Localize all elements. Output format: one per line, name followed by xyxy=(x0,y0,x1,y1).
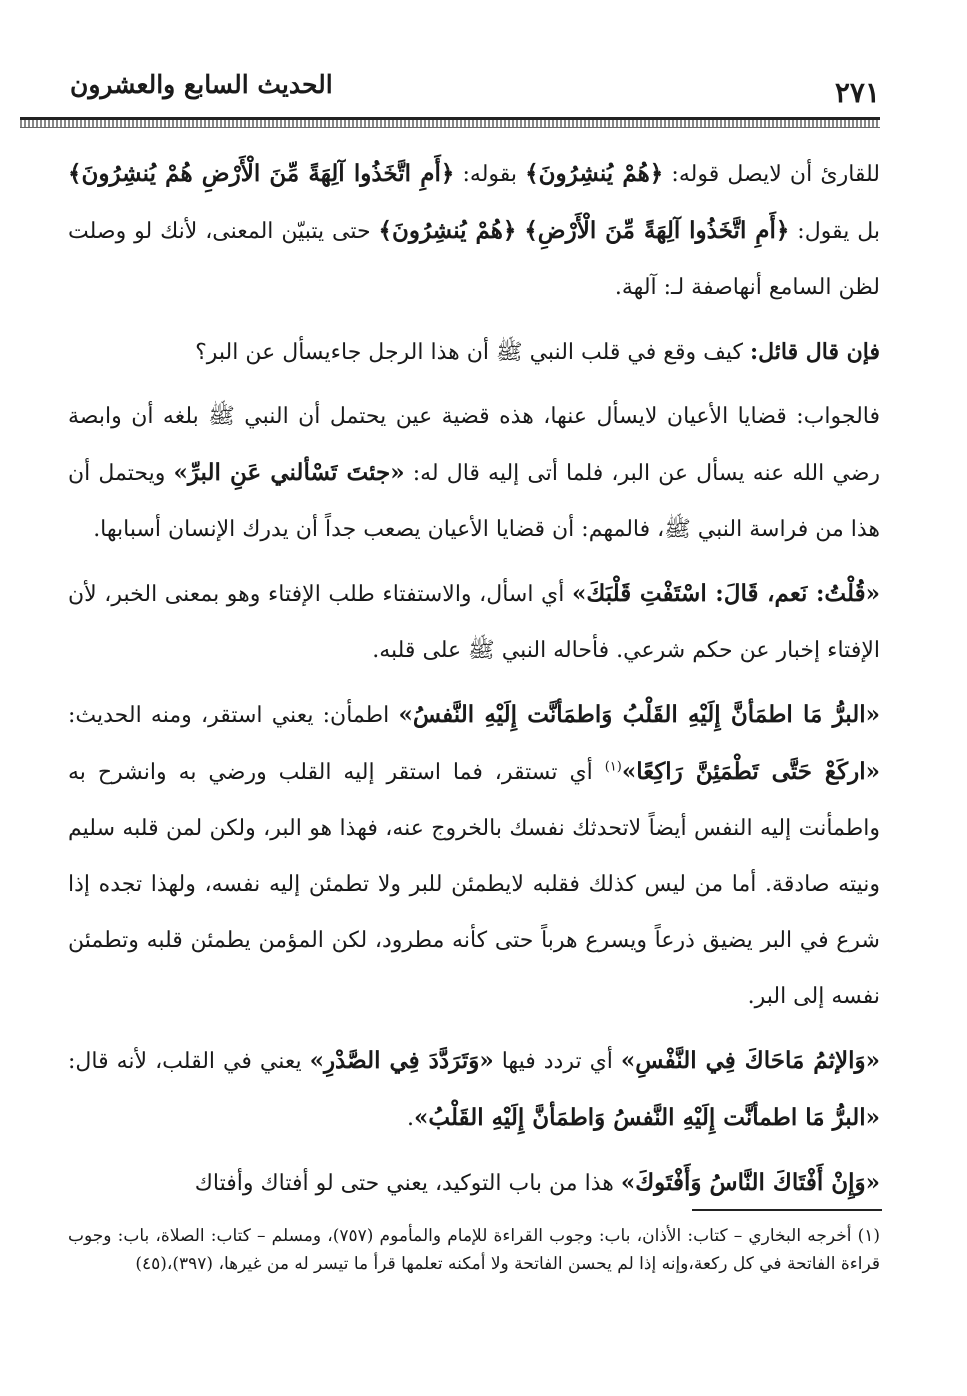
text-run: . xyxy=(406,1106,414,1131)
paragraph-6 xyxy=(68,1033,880,1147)
chapter-title: الحديث السابع والعشرون xyxy=(70,70,333,99)
footnote-1: (١) أخرجه البخاري – كتاب: الأذان، باب: وجوب القراءة للإمام والمأموم (٧٥٧)، ومسلم – كتاب: الصلاة، باب: وجوب قراءة الفاتحة في كل ركعة،وإنه إذا لم يحسن الفاتحة ولا أمكنه تعلمها قرأ ما تيسر له من غيرها، (٣٩٧)،(٤٥) xyxy=(68,1226,880,1274)
hadith-quote: «اركَعْ حَتَّى تَطْمَئِنَّ رَاكِعًا» xyxy=(621,758,880,785)
paragraph-1 xyxy=(68,146,880,316)
hadith-quote: «وَالإثمُ مَاحَاكَ فِي النَّفْسِ» xyxy=(620,1047,881,1074)
text-run: بل يقول: xyxy=(789,219,881,244)
quran-quote: ﴿أَمِ اتَّخَذُوا آلِهَةً مِّنَ الْأَرْضِ﴾ xyxy=(524,217,790,244)
text-run: كيف وقع في قلب النبي ﷺ أن هذا الرجل جاءيسأل عن البر؟ xyxy=(195,340,750,365)
running-header xyxy=(70,68,880,114)
hadith-quote: «وَإِنْ أَفْتَاكَ النَّاسُ وَأَفْتَوكَ» xyxy=(620,1169,880,1196)
page-number: ٢٧١ xyxy=(834,76,880,109)
text-run: أي تردد فيها xyxy=(493,1049,621,1074)
paragraph-7 xyxy=(68,1155,880,1212)
quran-quote: ﴿هُمْ يُنشِرُونَ﴾ xyxy=(525,160,664,187)
main-text xyxy=(68,146,880,1218)
paragraph-4 xyxy=(68,566,880,679)
quran-quote: ﴿هُمْ يُنشِرُونَ﴾ xyxy=(378,217,517,244)
hadith-quote: «البرُّ مَا اطمأنَّت إِلَيْهِ النَّفسُ وَاطمَأنَّ إِلَيْهِ القَلْبُ» xyxy=(413,1104,880,1131)
hadith-quote: «قُلْتُ: نَعم، قَالَ: اسْتَفْتِ قَلْبَكَ» xyxy=(571,580,880,607)
text-run: فالجواب: قضايا الأعيان لايسأل عنها، هذه قضية عين يحتمل أن النبي ﷺ بلغه أن وابصة رضي الله عنه يسأل عن البر، فلما أتى إليه قال له: xyxy=(68,404,880,486)
text-run: للقارئ أن لايصل قوله: xyxy=(663,162,881,187)
text-run: يعني في القلب، لأنه قال: xyxy=(68,1049,310,1074)
text-run: ويحتمل أن هذا من فراسة النبي ﷺ، فالمهم: أن قضايا الأعيان يصعب جداً أن يدرك الإنسان أسبابها. xyxy=(68,461,880,542)
hadith-quote: «جئتَ تَسْألني عَنِ البرِّ» xyxy=(173,459,405,486)
text-run: حتى يتبيّن المعنى، لأنك لو وصلت لظن السامع أنهاصفة لـ: آلهة. xyxy=(68,219,880,300)
header-divider xyxy=(20,117,880,128)
paragraph-2 xyxy=(68,324,880,381)
quran-quote: ﴿أَمِ اتَّخَذُوا آلِهَةً مِّنَ الْأَرْضِ هُمْ يُنشِرُونَ﴾ xyxy=(68,160,455,187)
footnote-divider xyxy=(692,1209,882,1211)
hadith-quote: «وَتَرَدَّدَ فِي الصَّدْرِ» xyxy=(309,1047,494,1074)
text-run: أي تستقر، فما استقر إليه القلب ورضي به وانشرح به واطمأنت إليه النفس أيضاً لاتحدثك نفسك بالخروج عنه، فهذا هو البر، ولكن لمن قلبه سليم ونيته صادقة. أما من ليس كذلك فقلبه لايطمئن للبر ولا تطمئن إليه نفسه، ولهذا تجده إذا شرع في البر يضيق ذرعاً ويسرع هرباً حتى كأنه مطرود، لكن المؤمن يطمئن قلبه وتطمئن نفسه إلى البر. xyxy=(68,760,880,1009)
text-run: أي اسأل، والاستفتاء طلب الإفتاء وهو بمعنى الخبر، لأن الإفتاء إخبار عن حكم شرعي. فأحاله النبي ﷺ على قلبه. xyxy=(68,582,880,663)
paragraph-3 xyxy=(68,389,880,558)
footnote-marker: (١) xyxy=(604,759,622,775)
text-run: هذا من باب التوكيد، يعني حتى لو أفتاك وأفتاك xyxy=(194,1171,621,1196)
text-run: اطمأن: يعني استقر، ومنه الحديث: xyxy=(68,703,399,728)
footnotes xyxy=(68,1222,880,1278)
text-run: بقوله: xyxy=(454,162,526,187)
question-lead: فإن قال قائل: xyxy=(749,339,880,365)
paragraph-5 xyxy=(68,687,880,1025)
hadith-quote: «البرُّ مَا اطمَأنَّ إِلَيْهِ القَلْبُ وَاطمَأنَّت إِلَيْهِ النَّفسُ» xyxy=(398,701,880,728)
